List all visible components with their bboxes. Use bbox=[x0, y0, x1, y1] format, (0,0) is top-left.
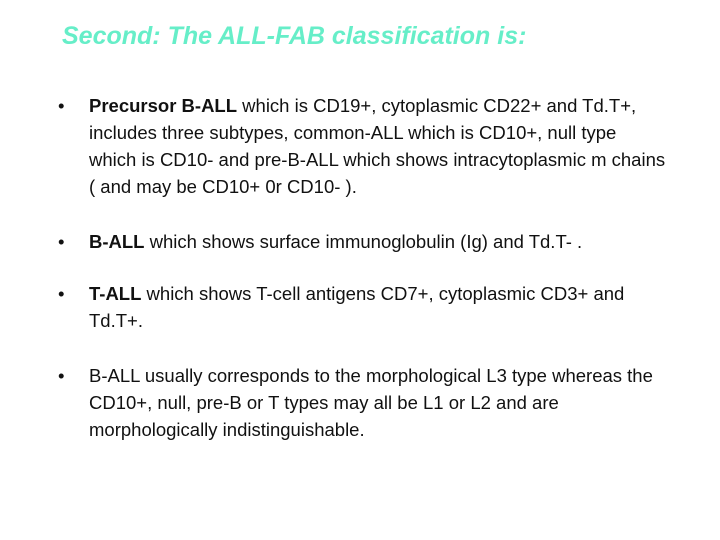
bullet-item-t-all bbox=[58, 280, 668, 334]
bullet-list bbox=[58, 92, 668, 472]
bullet-item-morphology bbox=[58, 362, 668, 443]
bullet-dot-icon: • bbox=[58, 231, 65, 252]
slide-title: Second: The ALL-FAB classification is: bbox=[62, 22, 527, 50]
bullet-dot-icon: • bbox=[58, 365, 65, 386]
bullet-text: which shows surface immunoglobulin (Ig) and Td.T- . bbox=[144, 231, 583, 252]
bullet-dot-icon: • bbox=[58, 283, 65, 304]
bullet-item-precursor-b-all bbox=[58, 92, 668, 200]
bullet-lead-term: B-ALL bbox=[89, 231, 145, 252]
bullet-dot-icon: • bbox=[58, 95, 65, 116]
bullet-lead-term: T-ALL bbox=[89, 283, 142, 304]
bullet-text: which shows T-cell antigens CD7+, cytoplasmic CD3+ and Td.T+. bbox=[89, 283, 625, 331]
bullet-lead-term: Precursor B-ALL bbox=[89, 95, 238, 116]
bullet-item-b-all bbox=[58, 228, 668, 255]
bullet-text: B-ALL usually corresponds to the morphological L3 type whereas the CD10+, null, pre-B or T types may all be L1 or L2 and are morphologically indistinguishable. bbox=[89, 365, 653, 440]
bullet-text: which is CD19+, cytoplasmic CD22+ and Td.T+, includes three subtypes, common-ALL which is CD10+, null type which is CD10- and pre-B-ALL which shows intracytoplasmic m chains ( and may be CD10+ 0r CD10- ). bbox=[89, 95, 666, 197]
